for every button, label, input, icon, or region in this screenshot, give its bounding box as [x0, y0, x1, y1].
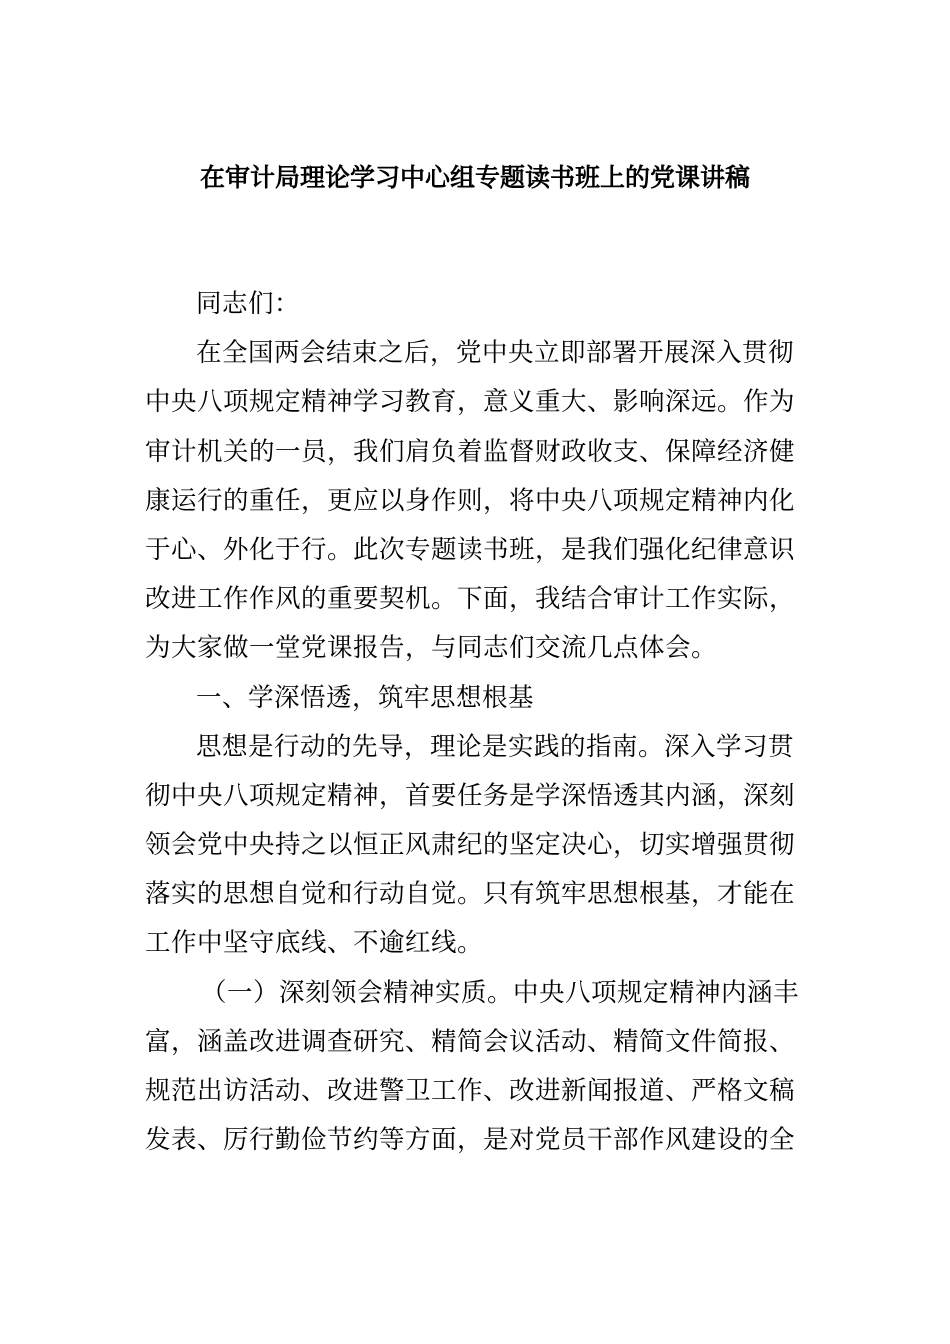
paragraph-line: 在全国两会结束之后，党中央立即部署开展深入贯彻	[196, 338, 795, 369]
paragraph-line: 富，涵盖改进调查研究、精简会议活动、精简文件简报、	[145, 1026, 796, 1057]
paragraph-line: 工作中坚守底线、不逾红线。	[145, 928, 484, 959]
paragraph-line: 发表、厉行勤俭节约等方面，是对党员干部作风建设的全	[145, 1125, 796, 1156]
subsection-line: （一）深刻领会精神实质。中央八项规定精神内涵丰	[201, 977, 800, 1008]
paragraph-line: 于心、外化于行。此次专题读书班，是我们强化纪律意识	[145, 534, 796, 565]
paragraph-line: 改进工作作风的重要契机。下面，我结合审计工作实际，	[145, 584, 796, 615]
document-body	[145, 280, 810, 1165]
section-heading: 一、学深悟透，筑牢思想根基	[196, 682, 535, 713]
paragraph-line: 领会党中央持之以恒正风肃纪的坚定决心，切实增强贯彻	[145, 830, 796, 861]
document-title: 在审计局理论学习中心组专题读书班上的党课讲稿	[199, 163, 750, 192]
paragraph-line: 审计机关的一员，我们肩负着监督财政收支、保障经济健	[145, 436, 796, 467]
paragraph-line: 规范出访活动、改进警卫工作、改进新闻报道、严格文稿	[145, 1076, 796, 1106]
paragraph-line: 为大家做一堂党课报告，与同志们交流几点体会。	[145, 633, 718, 664]
paragraph-line: 中央八项规定精神学习教育，意义重大、影响深远。作为	[145, 387, 796, 418]
paragraph-line: 康运行的重任，更应以身作则，将中央八项规定精神内化	[145, 485, 796, 516]
paragraph-line: 落实的思想自觉和行动自觉。只有筑牢思想根基，才能在	[145, 879, 796, 910]
paragraph-line: 思想是行动的先导，理论是实践的指南。深入学习贯	[196, 731, 795, 762]
paragraph-line: 彻中央八项规定精神，首要任务是学深悟透其内涵，深刻	[145, 780, 796, 811]
salutation: 同志们：	[196, 289, 301, 319]
